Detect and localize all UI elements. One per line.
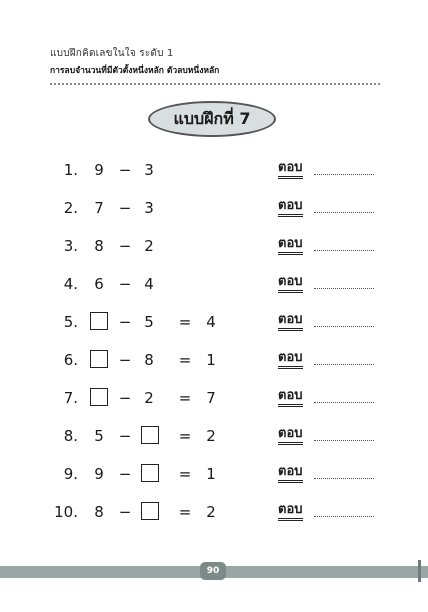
problem-number: 6. (63, 351, 78, 369)
minus-sign: − (118, 389, 132, 407)
problem-number: 5. (63, 313, 78, 331)
minus-sign: − (118, 465, 132, 483)
problem-row-8 (0, 418, 428, 454)
answer-label: ตอบ (278, 389, 303, 407)
minuend: 5 (94, 427, 104, 445)
problem-number: 1. (63, 161, 78, 179)
subtrahend: 2 (144, 389, 154, 407)
answer-blank[interactable] (314, 402, 374, 403)
answer-blank[interactable] (314, 212, 374, 213)
problem-row-10 (0, 494, 428, 530)
result: 2 (206, 427, 216, 445)
equals-sign: = (178, 427, 192, 445)
equals-sign: = (178, 465, 192, 483)
equals-sign: = (178, 313, 192, 331)
minus-sign: − (118, 351, 132, 369)
problem-number: 10. (54, 503, 78, 521)
equals-sign: = (178, 351, 192, 369)
footer-edge-mark (418, 560, 421, 582)
series-title: แบบฝึกคิดเลขในใจ ระดับ 1 (50, 48, 174, 59)
missing-number-box[interactable] (141, 426, 159, 444)
answer-blank[interactable] (314, 288, 374, 289)
result: 4 (206, 313, 216, 331)
minuend: 6 (94, 275, 104, 293)
result: 1 (206, 465, 216, 483)
answer-label: ตอบ (278, 503, 303, 521)
problem-number: 4. (63, 275, 78, 293)
answer-blank[interactable] (314, 516, 374, 517)
header-divider (50, 83, 380, 85)
answer-blank[interactable] (314, 326, 374, 327)
problem-row-6 (0, 342, 428, 378)
answer-label: ตอบ (278, 275, 303, 293)
result: 7 (206, 389, 216, 407)
result: 1 (206, 351, 216, 369)
answer-label: ตอบ (278, 351, 303, 369)
answer-label: ตอบ (278, 237, 303, 255)
minuend: 9 (94, 161, 104, 179)
minus-sign: − (118, 427, 132, 445)
subtrahend: 5 (144, 313, 154, 331)
answer-blank[interactable] (314, 174, 374, 175)
minuend: 8 (94, 237, 104, 255)
problem-number: 7. (63, 389, 78, 407)
answer-label: ตอบ (278, 161, 303, 179)
minus-sign: − (118, 199, 132, 217)
answer-blank[interactable] (314, 250, 374, 251)
minuend: 7 (94, 199, 104, 217)
minus-sign: − (118, 237, 132, 255)
missing-number-box[interactable] (141, 502, 159, 520)
problem-number: 3. (63, 237, 78, 255)
minuend: 9 (94, 465, 104, 483)
problem-number: 2. (63, 199, 78, 217)
problem-row-2 (0, 190, 428, 226)
result: 2 (206, 503, 216, 521)
minus-sign: − (118, 503, 132, 521)
subtrahend: 4 (144, 275, 154, 293)
missing-number-box[interactable] (90, 312, 108, 330)
subtrahend: 3 (144, 161, 154, 179)
lesson-subtitle: การลบจำนวนที่มีตัวตั้งหนึ่งหลัก ตัวลบหนึ่งหลัก (50, 66, 220, 76)
missing-number-box[interactable] (90, 350, 108, 368)
minuend: 8 (94, 503, 104, 521)
equals-sign: = (178, 503, 192, 521)
problem-number: 9. (63, 465, 78, 483)
answer-blank[interactable] (314, 440, 374, 441)
answer-label: ตอบ (278, 313, 303, 331)
answer-blank[interactable] (314, 478, 374, 479)
page-number: 90 (200, 562, 226, 580)
problem-row-9 (0, 456, 428, 492)
problem-row-1 (0, 152, 428, 188)
problem-row-3 (0, 228, 428, 264)
problem-row-4 (0, 266, 428, 302)
answer-label: ตอบ (278, 199, 303, 217)
minus-sign: − (118, 161, 132, 179)
minus-sign: − (118, 275, 132, 293)
subtrahend: 3 (144, 199, 154, 217)
problem-row-5 (0, 304, 428, 340)
answer-blank[interactable] (314, 364, 374, 365)
subtrahend: 2 (144, 237, 154, 255)
exercise-title: แบบฝึกที่ 7 (148, 101, 276, 137)
answer-label: ตอบ (278, 427, 303, 445)
missing-number-box[interactable] (141, 464, 159, 482)
missing-number-box[interactable] (90, 388, 108, 406)
equals-sign: = (178, 389, 192, 407)
problem-number: 8. (63, 427, 78, 445)
minus-sign: − (118, 313, 132, 331)
answer-label: ตอบ (278, 465, 303, 483)
subtrahend: 8 (144, 351, 154, 369)
problem-row-7 (0, 380, 428, 416)
